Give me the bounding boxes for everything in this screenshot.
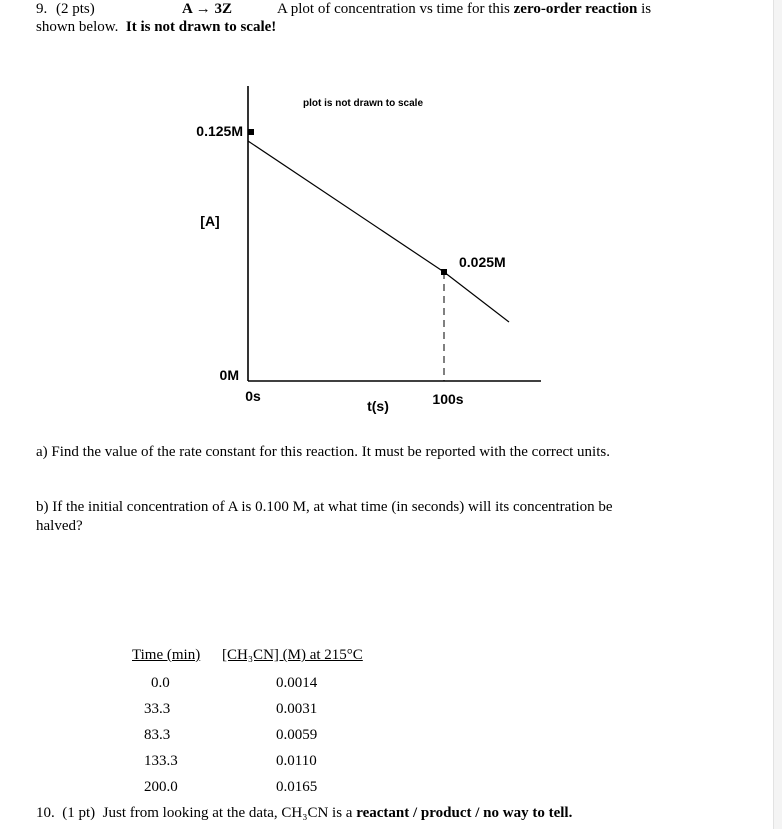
point-label: 0.025M [459,254,506,270]
q9-intro: A plot of concentration vs time for this zero-order reaction is [277,1,652,17]
part-b-text-line1: b) If the initial concentration of A is 0.100 M, at what time (in seconds) will its concentration be [36,499,613,515]
y-axis-label: [A] [200,213,220,229]
q9-points: (2 pts) [56,1,95,17]
q9-number: 9. [36,1,48,17]
q10-text: 10. (1 pt) Just from looking at the data, CH₃CN is a reactant / product / no way to tell. [36,805,573,821]
concentration-line-extension [444,272,509,322]
q9-intro-line2: shown below. It is not drawn to scale! [36,19,277,35]
table-cell-time: 0.0 [151,675,170,691]
x-axis-label: t(s) [367,398,389,414]
table-header-time: Time (min) [132,647,201,663]
table-cell-time: 83.3 [144,727,171,743]
plot-note: plot is not drawn to scale [302,98,424,109]
table-cell-time: 200.0 [144,779,178,795]
table-cell-time: 33.3 [144,701,171,717]
table-cell-conc: 0.0059 [276,727,318,743]
y-zero-label: 0M [219,367,239,383]
table-header-concentration: [CH₃CN] (M) at 215°C [222,647,363,663]
y-start-label: 0.125M [196,123,243,139]
q9-reaction: A → 3Z [182,1,233,17]
part-b-text-line2: halved? [36,518,83,534]
x-zero-label: 0s [245,388,261,404]
table-cell-conc: 0.0110 [276,753,317,769]
x-point-label: 100s [432,391,464,407]
end-point-marker [441,269,447,275]
table-cell-time: 133.3 [144,753,178,769]
table-cell-conc: 0.0165 [276,779,318,795]
start-point-marker [248,129,254,135]
table-cell-conc: 0.0014 [276,675,318,691]
concentration-line [248,141,444,272]
table-cell-conc: 0.0031 [276,701,318,717]
part-a-text: a) Find the value of the rate constant for this reaction. It must be reported with the correct units. [36,444,610,460]
